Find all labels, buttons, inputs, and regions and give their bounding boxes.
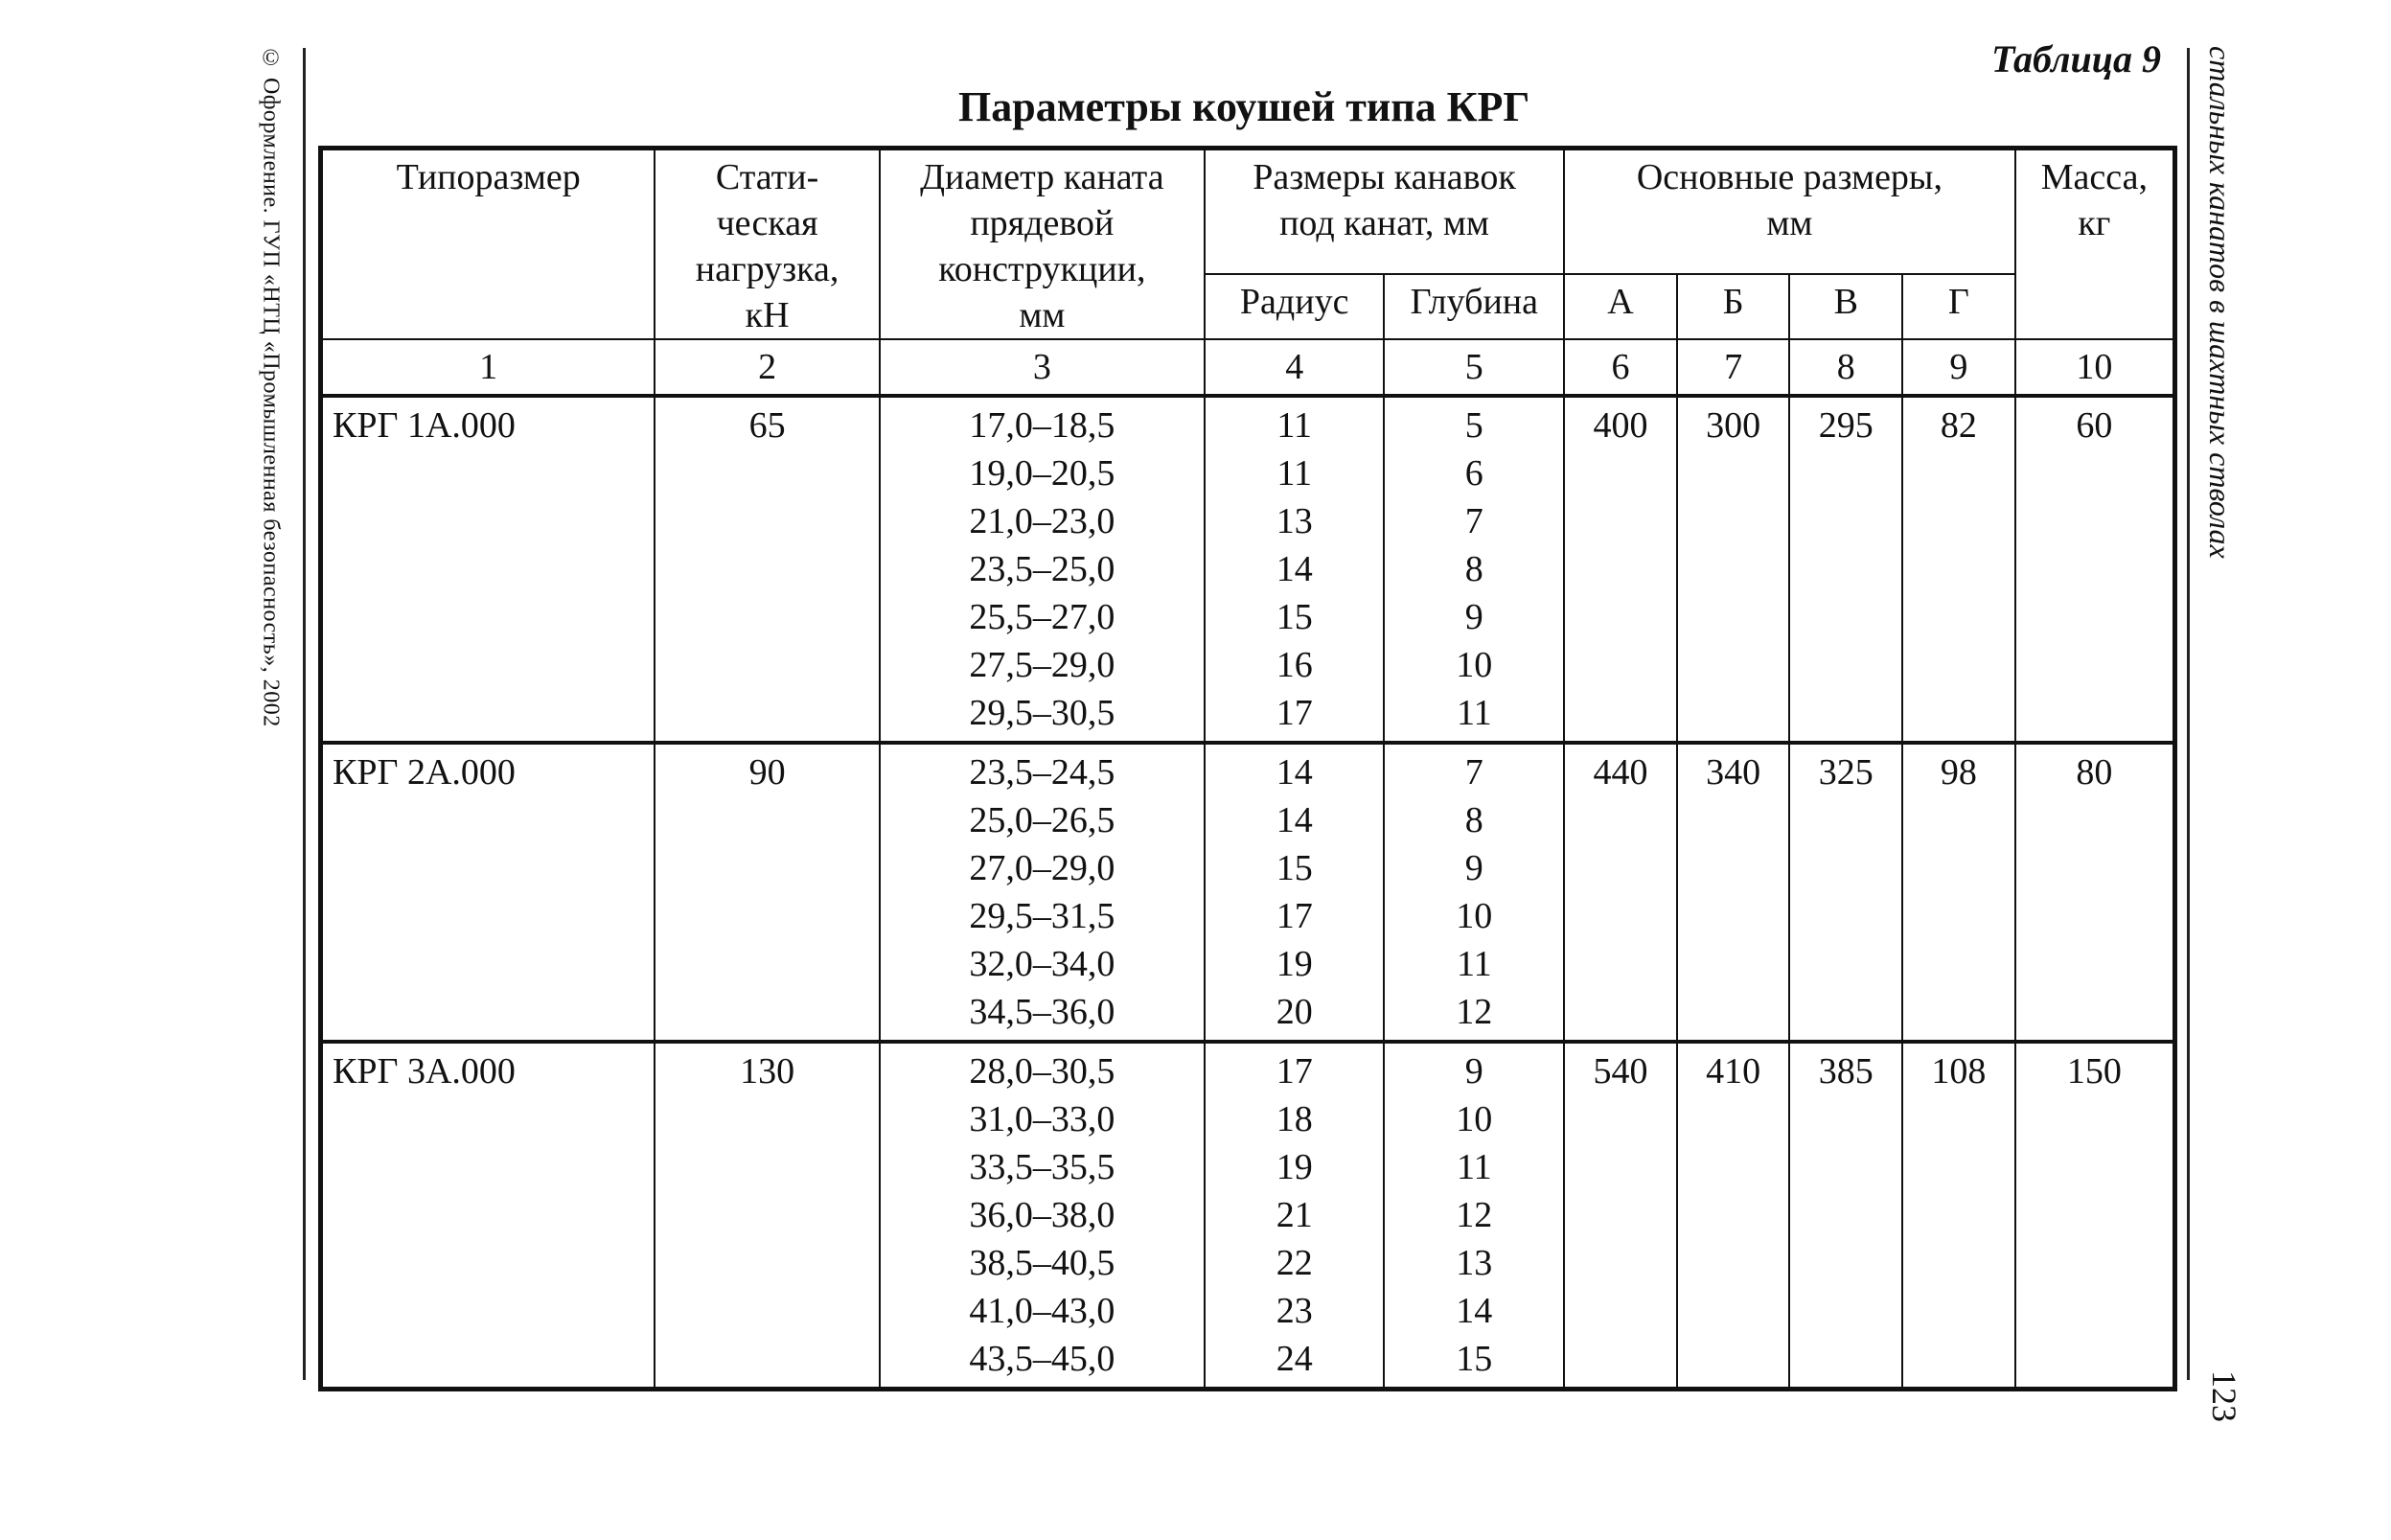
g-cell: 108 [1902, 1042, 2015, 1390]
v-cell: 385 [1789, 1042, 1902, 1390]
radius-cell: 17 18 19 21 22 23 24 [1205, 1042, 1385, 1390]
b-cell: 300 [1677, 396, 1790, 743]
radius-cell: 14 14 15 17 19 20 [1205, 743, 1385, 1042]
table-row [321, 1042, 2175, 1390]
column-number: 5 [1384, 339, 1564, 396]
diameter-cell: 17,0–18,5 19,0–20,5 21,0–23,0 23,5–25,0 25,5–27,0 27,5–29,0 29,5–30,5 [880, 396, 1205, 743]
column-number: 6 [1564, 339, 1677, 396]
a-cell: 400 [1564, 396, 1677, 743]
depth-cell: 5 6 7 8 9 10 11 [1384, 396, 1564, 743]
header-load: Стати- ческая нагрузка, кН [655, 149, 879, 340]
depth-cell: 7 8 9 10 11 12 [1384, 743, 1564, 1042]
copyright-note [257, 46, 284, 832]
copyright-text: © Оформление. ГУП «НТЦ «Промышленная безопасность», 2002 [258, 46, 284, 727]
column-numbers-row [321, 339, 2175, 396]
a-cell: 540 [1564, 1042, 1677, 1390]
load-cell: 65 [655, 396, 879, 743]
table-row [321, 396, 2175, 743]
parameters-table [318, 146, 2177, 1391]
mass-cell: 150 [2015, 1042, 2175, 1390]
type-cell: КРГ 3А.000 [321, 1042, 655, 1390]
header-g: Г [1902, 274, 2015, 339]
right-margin-rule [2187, 48, 2190, 1380]
header-grooves: Размеры канавок под канат, мм [1205, 149, 1564, 274]
depth-cell: 9 10 11 12 13 14 15 [1384, 1042, 1564, 1390]
header-a: А [1564, 274, 1677, 339]
radius-cell: 11 11 13 14 15 16 17 [1205, 396, 1385, 743]
b-cell: 410 [1677, 1042, 1790, 1390]
v-cell: 325 [1789, 743, 1902, 1042]
header-type: Типоразмер [321, 149, 655, 340]
header-row [321, 149, 2175, 274]
g-cell: 98 [1902, 743, 2015, 1042]
running-header-text: стальных канатов в шахтных стволах [2203, 46, 2238, 559]
type-cell: КРГ 1А.000 [321, 396, 655, 743]
column-number: 7 [1677, 339, 1790, 396]
diameter-cell: 28,0–30,5 31,0–33,0 33,5–35,5 36,0–38,0 38,5–40,5 41,0–43,0 43,5–45,0 [880, 1042, 1205, 1390]
left-margin-rule [303, 48, 306, 1380]
running-header [2202, 46, 2243, 1422]
load-cell: 90 [655, 743, 879, 1042]
type-cell: КРГ 2А.000 [321, 743, 655, 1042]
column-number: 3 [880, 339, 1205, 396]
header-v: В [1789, 274, 1902, 339]
load-cell: 130 [655, 1042, 879, 1390]
table-label: Таблица 9 [1991, 37, 2161, 80]
a-cell: 440 [1564, 743, 1677, 1042]
header-diameter: Диаметр каната прядевой конструкции, мм [880, 149, 1205, 340]
column-number: 10 [2015, 339, 2175, 396]
mass-cell: 60 [2015, 396, 2175, 743]
column-number: 9 [1902, 339, 2015, 396]
b-cell: 340 [1677, 743, 1790, 1042]
header-depth: Глубина [1384, 274, 1564, 339]
page-number: 123 [2205, 1370, 2243, 1422]
column-number: 1 [321, 339, 655, 396]
header-b: Б [1677, 274, 1790, 339]
table-title: Параметры коушей типа КРГ [958, 83, 1530, 130]
header-radius: Радиус [1205, 274, 1385, 339]
column-number: 8 [1789, 339, 1902, 396]
v-cell: 295 [1789, 396, 1902, 743]
mass-cell: 80 [2015, 743, 2175, 1042]
column-number: 2 [655, 339, 879, 396]
table-row [321, 743, 2175, 1042]
g-cell: 82 [1902, 396, 2015, 743]
diameter-cell: 23,5–24,5 25,0–26,5 27,0–29,0 29,5–31,5 32,0–34,0 34,5–36,0 [880, 743, 1205, 1042]
header-mass: Масса, кг [2015, 149, 2175, 340]
header-main-dimensions: Основные размеры, мм [1564, 149, 2015, 274]
column-number: 4 [1205, 339, 1385, 396]
